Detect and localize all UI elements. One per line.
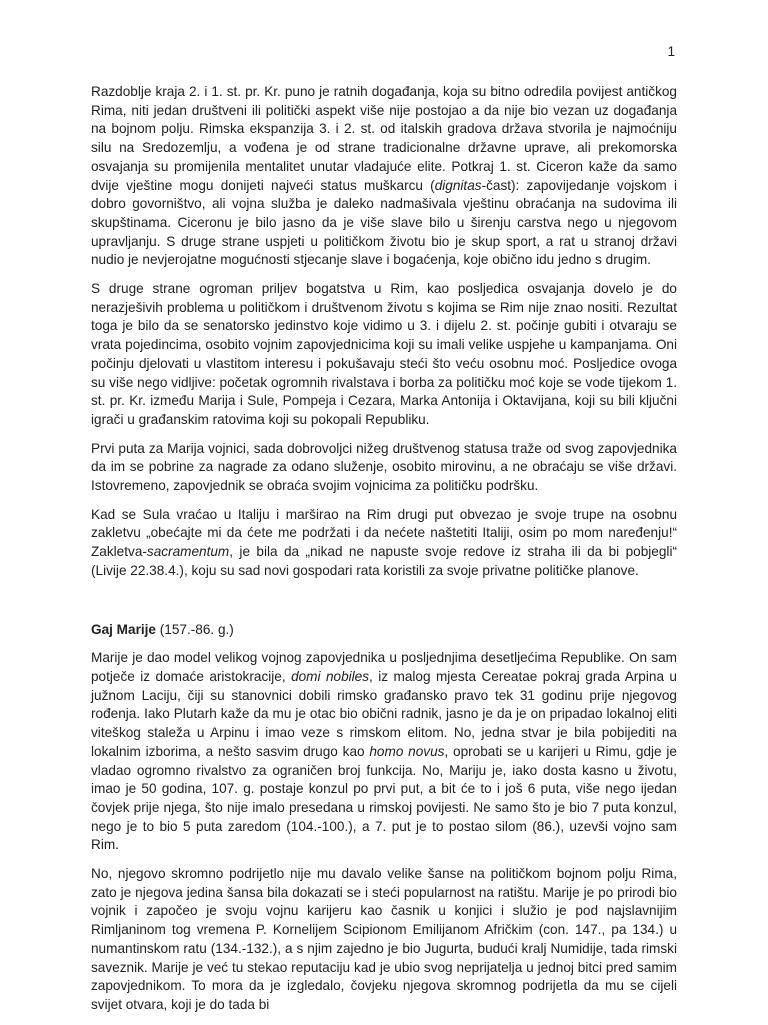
paragraph [91, 440, 677, 496]
paragraph [91, 865, 677, 1015]
text-run: S druge strane ogroman priljev bogatstva u Rim, kao posljedica osvajanja dovelo je do nerazješivih problema u političkom i društvenom životu s kojima se Rim nije znao nositi. Rezultat toga je bilo da se senatorsko jedinstvo koje vidimo u 3. i dijelu 2. st. počinje gubiti i otvaraju se vrata pojedincima, osobito vojnim zapovjednicima koji su imali velike uspjehe u kampanjama. Oni počinju djelovati u vlastitom interesu i pokušavaju steći što veću osobnu moć. Posljedice ovoga su više nego vidljive: početak ogromnih rivalstava i borba za političku moć koje se vode tijekom 1. st. pr. Kr. između Marija i Sule, Pompeja i Cezara, Marka Antonija i Oktavijana, koji su bili ključni igrači u građanskim ratovima koji su pokopali Republiku. [91, 281, 677, 427]
section-heading [91, 621, 677, 640]
text-run: Prvi puta za Marija vojnici, sada dobrovoljci nižeg društvenog statusa traže od svog zapovjednika da im se pobrine za nagrade za odano služenje, osobito mirovinu, a ne obraćaju se više državi. Istovremeno, zapovjednik se obraća svojim vojnicima za političku podršku. [91, 440, 677, 494]
text-run: , je bila da „nikad ne napuste svoje redove iz straha ili da bi pobjegli“ (Livije 22.38.4.), koju su sad novi gospodari rata koristili za svoje privatne političke planove. [91, 544, 677, 578]
italic-term: sacramentum [146, 544, 230, 560]
text-run: Marije je dao model velikog vojnog zapovjednika u posljednjima desetljećima Republike. On sam potječe iz domaće aristokracije, [91, 650, 677, 684]
paragraph [91, 83, 677, 270]
italic-term: dignitas [434, 177, 482, 193]
section-spacer [91, 591, 677, 621]
text-run: No, njegovo skromno podrijetlo nije mu davalo velike šanse na političkom bojnom polju Rima, zato je njegova jedina šansa bila dokazati se i steći popularnost na ratištu. Marije je po prirodi bio vojnik i započeo je svoju vojnu karijeru kao časnik u konjici i služio je pod najslavnijim Rimljaninom tog vremena P. Kornelijem Scipionom Emilijanom Afričkim (con. 147., pa 134.) u numantinskom ratu (134.-132.), a s njim zajedno je bio Jugurta, budući kralj Numidije, tada rimski saveznik. Marije je već tu stekao reputaciju kad je ubio svog neprijatelja u jednoj bitci pred samim zapovjednikom. To mora da je izgledalo, čovjeku njegova skromnog podrijetla da mu se cijeli svijet otvara, koji je do tada bi [91, 866, 677, 1012]
italic-term: homo novus [369, 743, 445, 759]
paragraph [91, 506, 677, 581]
paragraph [91, 280, 677, 430]
document-body [91, 83, 677, 1025]
text-run: Kad se Sula vraćao u Italiju i marširao na Rim drugi put obvezao je svoje trupe na osobnu zakletvu „obećajte mi da ćete me podržati i da nećete naštetiti Italiji, osim po mom naređenju!“ Zakletva- [91, 506, 677, 560]
heading-dates: (157.-86. g.) [155, 621, 234, 637]
text-run: Razdoblje kraja 2. i 1. st. pr. Kr. puno je ratnih događanja, koja su bitno odredila povijest antičkog Rima, niti jedan društveni ili politički aspekt više nije postojao a da nije bio vezan uz događanja na bojnom polju. Rimska ekspanzija 3. i 2. st. od italskih gradova država stvorila je najmoćniju silu na Sredozemlju, a vođena je od strane tradicionalne državne uprave, ali prekomorska osvajanja su promijenila mentalitet unutar vladajuće elite. Potkraj 1. st. Ciceron kaže da samo dvije vještine mogu donijeti najveći status muškarcu ( [91, 84, 677, 193]
heading-name: Gaj Marije [91, 621, 156, 637]
paragraph [91, 649, 677, 855]
italic-term: domi nobiles [291, 668, 370, 684]
text-run: -čast): zapovijedanje vojskom i dobro govorništvo, ali vojna služba je daleko nadmašivala vještinu obraćanja na sudovima ili skupštinama. Ciceronu je bilo jasno da je više slave bilo u širenju carstva nego u njegovom upravljanju. S druge strane uspjeti u političkom životu bio je skup sport, a rat u stranoj državi nudio je nevjerojatne mogućnosti stjecanje slave i bogaćenja, koje obično idu jedno s drugim. [91, 177, 677, 268]
text-run: , iz malog mjesta Cereatae pokraj grada Arpina u južnom Laciju, čiji su stanovnici dobili rimsko građansko pravo tek 31 godinu prije njegovog rođenja. Iako Plutarh kaže da mu je otac bio obični radnik, jasno je da je on pripadao lokalnoj eliti viteškog staleža u Arpinu i imao veze s rimskom elitom. No, jedna stvar je bila pobijediti na lokalnim izborima, a nešto sasvim drugo kao [91, 668, 677, 759]
text-run: , oprobati se u karijeri u Rimu, gdje je vladao ogromno rivalstvo za ograničen broj funkcija. No, Mariju je, iako dosta kasno u životu, imao je 50 godina, 107. g. postaje konzul po prvi put, a bit će to i još 6 puta, više nego ijedan čovjek prije njega, što nije imalo presedana u rimskoj povijesti. Ne samo što je bio 7 puta konzul, nego je to bio 5 puta zaredom (104.-100.), a 7. put je to postao silom (86.), uzevši vojno sam Rim. [91, 743, 677, 853]
page-number: 1 [667, 44, 675, 59]
